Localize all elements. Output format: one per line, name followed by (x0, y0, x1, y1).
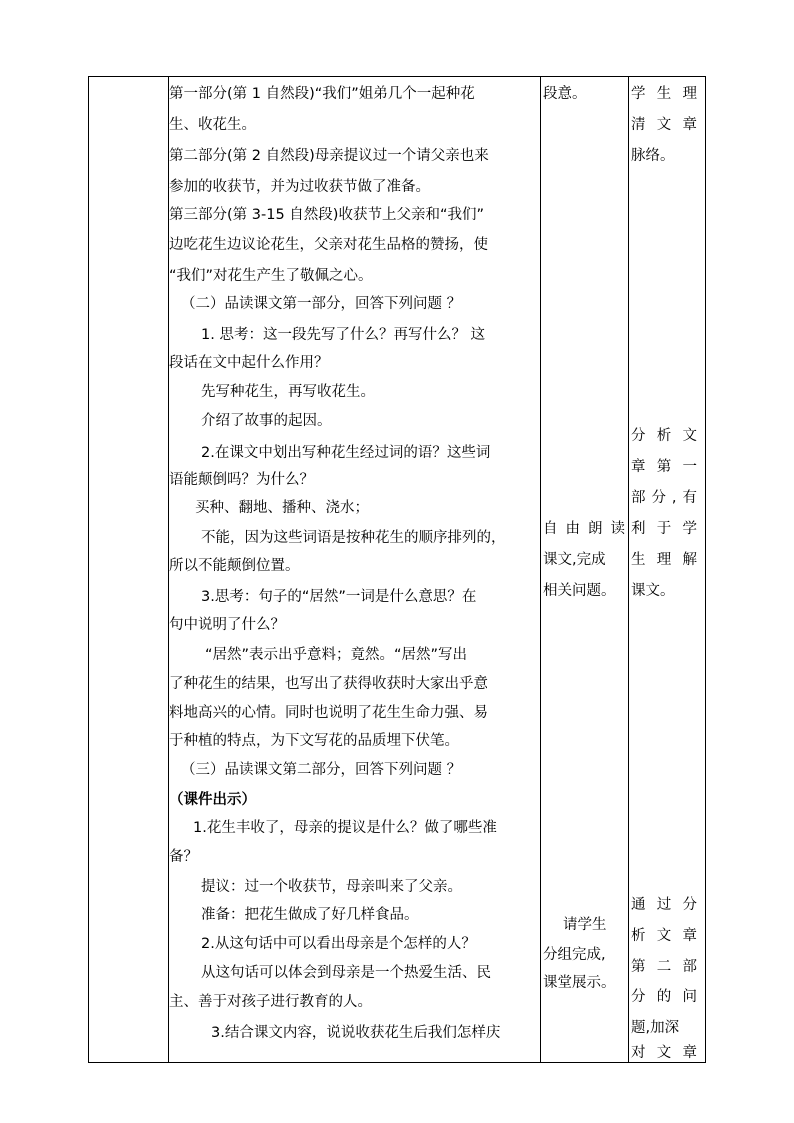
activity-line: 自由朗读 (543, 521, 625, 537)
activity-line: 相关问题。 (543, 583, 616, 599)
content-line: 语能颠倒吗？为什么？ (169, 472, 314, 488)
content-line: 于种植的特点，为下文写花的品质埋下伏笔。 (169, 733, 459, 749)
content-line: 了种花生的结果，也写出了获得收获时大家出乎意 (169, 676, 488, 692)
content-line: “我们”对花生产生了敬佩之心。 (169, 268, 373, 284)
intent-line: 清文章 (631, 117, 697, 133)
intent-line: 课文。 (631, 583, 675, 599)
intent-line: 题,加深 (631, 1020, 680, 1036)
content-line: 1.花生丰收了，母亲的提议是什么？做了哪些准 (193, 820, 497, 836)
content-line: 主、善于对孩子进行教育的人。 (169, 994, 372, 1010)
intent-line: 析文章 (631, 928, 697, 944)
content-line: 3.思考：句子的“居然”一词是什么意思？在 (201, 589, 477, 605)
content-line: 第一部分(第 1 自然段)“我们”姐弟几个一起种花 (169, 86, 475, 102)
content-line: 边吃花生边议论花生，父亲对花生品格的赞扬，使 (169, 237, 488, 253)
courseware-label: （课件出示） (169, 792, 256, 808)
intent-line: 利于学 (631, 521, 697, 537)
content-line: 句中说明了什么？ (169, 617, 285, 633)
content-line: 第三部分(第 3-15 自然段)收获节上父亲和“我们” (169, 207, 484, 223)
column-divider (628, 77, 629, 1062)
intent-line: 脉络。 (631, 148, 675, 164)
intent-line: 分的问 (631, 989, 697, 1005)
content-line: 提议：过一个收获节，母亲叫来了父亲。 (201, 879, 462, 895)
content-line: 参加的收获节，并为过收获节做了准备。 (169, 179, 430, 195)
intent-line: 章第一 (631, 459, 697, 475)
content-line: 从这句话可以体会到母亲是一个热爱生活、民 (201, 965, 491, 981)
section-heading: （二）品读课文第一部分，回答下列问题 ？ (181, 296, 462, 312)
activity-line: 课文,完成 (543, 552, 606, 568)
intent-line: 第二部 (631, 959, 697, 975)
activity-line: 请学生 (563, 917, 607, 933)
content-line: 段话在文中起什么作用？ (169, 355, 329, 371)
content-line: 所以不能颠倒位置。 (169, 558, 300, 574)
content-line: 生、收花生。 (169, 117, 256, 133)
content-line: 1. 思考：这一段先写了什么？再写什么？ 这 (201, 327, 486, 343)
content-line: 第二部分(第 2 自然段)母亲提议过一个请父亲也来 (169, 148, 489, 164)
content-line: 先写种花生，再写收花生。 (201, 384, 375, 400)
intent-line: 通过分 (631, 897, 697, 913)
intent-line: 分析文 (631, 428, 697, 444)
content-line: 2.从这句话中可以看出母亲是个怎样的人？ (201, 936, 476, 952)
content-line: 不能，因为这些词语是按种花生的顺序排列的， (201, 530, 506, 546)
content-line: 介绍了故事的起因。 (201, 413, 332, 429)
section-heading: （三）品读课文第二部分，回答下列问题 ？ (181, 762, 462, 778)
intent-line: 对文章 (631, 1045, 697, 1061)
activity-line: 课堂展示。 (543, 975, 616, 991)
activity-line: 段意。 (543, 86, 587, 102)
content-line: 买种、翻地、播种、浇水； (195, 500, 369, 516)
intent-line: 部分,有 (631, 490, 697, 506)
content-line: 备？ (169, 849, 198, 865)
content-line: 2.在课文中划出写种花生经过词的语？这些词 (201, 445, 491, 461)
intent-line: 生理解 (631, 552, 697, 568)
intent-line: 学生理 (631, 86, 697, 102)
lesson-table (88, 76, 706, 1063)
activity-line: 分组完成, (543, 947, 606, 963)
content-line: 3.结合课文内容，说说收获花生后我们怎样庆 (211, 1025, 501, 1041)
column-divider (540, 77, 541, 1062)
content-line: 准备：把花生做成了好几样食品。 (201, 907, 419, 923)
content-line: 料地高兴的心情。同时也说明了花生生命力强、易 (169, 705, 488, 721)
content-line: “居然”表示出乎意料；竟然。“居然”写出 (205, 647, 468, 663)
